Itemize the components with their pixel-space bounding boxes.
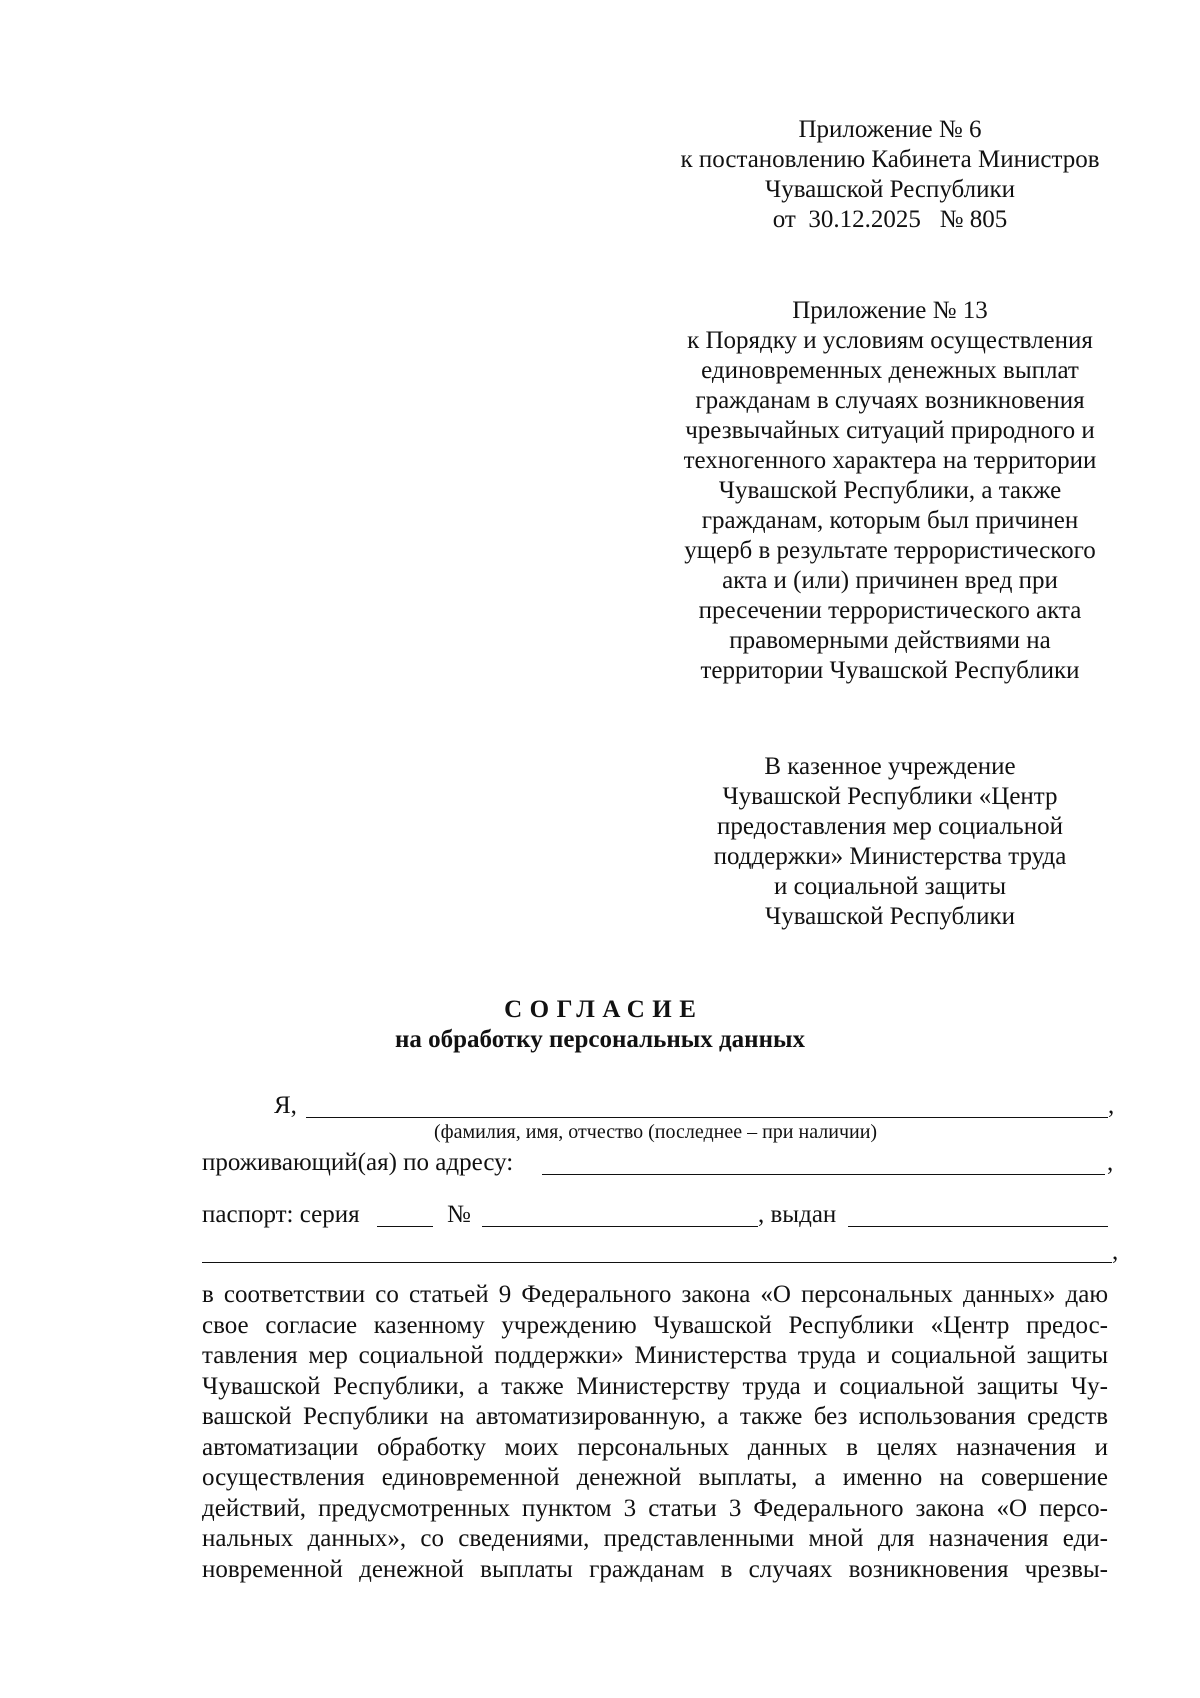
addressee-line: Чувашской Республики «Центр xyxy=(722,783,1058,810)
appendix-6-line: к постановлению Кабинета Министров xyxy=(680,146,1100,173)
addressee-line: В казенное учреждение xyxy=(764,753,1016,780)
body-line: свое согласие казенному учреждению Чувашской Республики «Центр предос- xyxy=(202,1311,1108,1339)
address-comma: , xyxy=(1107,1149,1114,1176)
passport-issued-label: , выдан xyxy=(758,1201,837,1228)
body-line: новременной денежной выплаты гражданам в случаях возникновения чрезвы- xyxy=(202,1555,1108,1583)
title-main: СОГЛАСИЕ xyxy=(504,996,704,1023)
appendix-13-line: единовременных денежных выплат xyxy=(701,357,1079,384)
appendix-13-line: Чувашской Республики, а также xyxy=(718,477,1062,504)
body-line: автоматизации обработку моих персональных данных в целях назначения и xyxy=(202,1433,1108,1461)
appendix-13-header xyxy=(660,296,1120,686)
body-line: в соответствии со статьей 9 Федерального закона «О персональных данных» даю xyxy=(202,1281,1108,1308)
appendix-6-line: Чувашской Республики xyxy=(764,176,1016,203)
passport-issued-continuation-field[interactable] xyxy=(202,1262,1112,1263)
passport-number-label: № xyxy=(447,1201,471,1228)
appendix-13-line: гражданам, которым был причинен xyxy=(701,507,1079,534)
appendix-13-line: правомерными действиями на xyxy=(729,627,1051,654)
body-line: Чувашской Республики, а также Министерству труда и социальной защиты Чу- xyxy=(202,1372,1108,1400)
appendix-13-line: к Порядку и условиям осуществления xyxy=(687,327,1093,354)
continuation-comma: , xyxy=(1112,1238,1119,1265)
body-line: действий, предусмотренных пунктом 3 статьи 3 Федерального закона «О персо- xyxy=(202,1494,1108,1522)
appendix-13-line: территории Чувашской Республики xyxy=(700,657,1080,684)
appendix-6-header xyxy=(660,115,1120,235)
consent-body xyxy=(202,1280,1108,1585)
title-subtitle: на обработку персональных данных xyxy=(395,1026,805,1053)
i-label: Я, xyxy=(274,1092,297,1119)
appendix-13-line: техногенного характера на территории xyxy=(683,447,1097,474)
body-line: тавления мер социальной поддержки» Министерства труда и социальной защиты xyxy=(202,1342,1108,1369)
address-field[interactable] xyxy=(542,1174,1105,1175)
addressee-line: предоставления мер социальной xyxy=(717,813,1063,840)
appendix-13-line: ущерб в результате террористического xyxy=(684,537,1096,564)
passport-label: паспорт: серия xyxy=(202,1201,360,1228)
passport-issued-field[interactable] xyxy=(848,1226,1108,1227)
appendix-6-line: Приложение № 6 xyxy=(798,116,982,143)
fio-caption: (фамилия, имя, отчество (последнее – при наличии) xyxy=(434,1121,878,1143)
appendix-13-line: чрезвычайных ситуаций природного и xyxy=(685,417,1095,444)
appendix-6-line: от 30.12.2025 № 805 xyxy=(772,206,1008,233)
appendix-13-line: Приложение № 13 xyxy=(792,297,988,324)
appendix-13-line: гражданам в случаях возникновения xyxy=(695,387,1085,414)
addressee-line: Чувашской Республики xyxy=(764,903,1016,930)
fio-field[interactable] xyxy=(306,1117,1108,1118)
addressee-block xyxy=(660,752,1120,932)
passport-series-field[interactable] xyxy=(377,1226,433,1227)
address-label: проживающий(ая) по адресу: xyxy=(202,1149,514,1176)
addressee-line: и социальной защиты xyxy=(773,873,1006,900)
passport-number-field[interactable] xyxy=(482,1226,758,1227)
appendix-13-line: акта и (или) причинен вред при xyxy=(722,567,1058,594)
body-line: вашской Республики на автоматизированную, а также без использования средств xyxy=(202,1403,1108,1430)
addressee-line: поддержки» Министерства труда xyxy=(713,843,1067,870)
document-title xyxy=(0,995,1200,1055)
appendix-13-line: пресечении террористического акта xyxy=(698,597,1082,624)
fio-comma: , xyxy=(1108,1092,1115,1119)
body-line: осуществления единовременной денежной выплаты, а именно на совершение xyxy=(202,1464,1108,1491)
body-line: нальных данных», со сведениями, представленными мной для назначения еди- xyxy=(202,1525,1108,1552)
